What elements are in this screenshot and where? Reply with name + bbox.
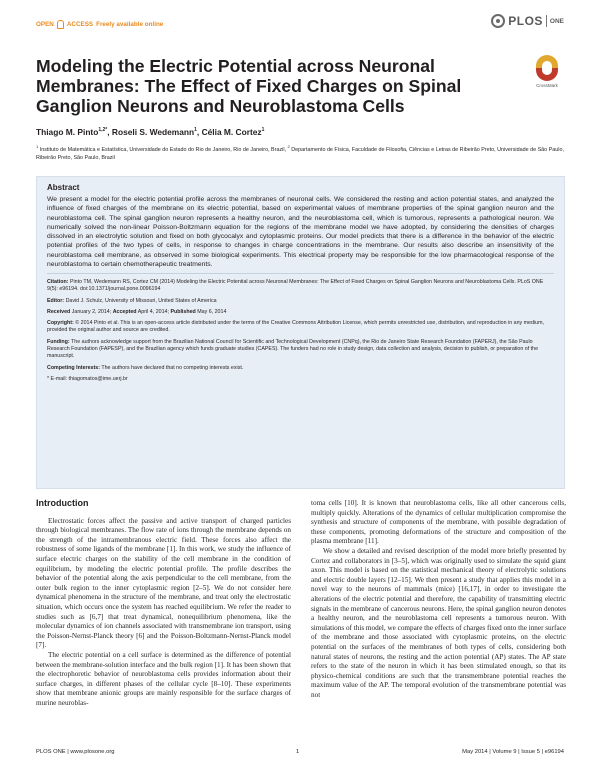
introduction-heading: Introduction — [36, 498, 89, 508]
funding — [47, 339, 554, 361]
author-name: Célia M. Cortez — [201, 127, 262, 137]
author-affiliation-marker: 1 — [194, 127, 197, 134]
crossmark-icon — [536, 55, 558, 81]
logo-divider — [546, 15, 547, 27]
freely-available-text: Freely available online — [96, 21, 164, 28]
open-access-lock-icon — [57, 20, 64, 29]
competing-interests-label: Competing Interests: — [47, 364, 100, 371]
author-name: Roseli S. Wedemann — [111, 127, 195, 137]
body-column-left — [36, 499, 291, 708]
body-paragraph: The electric potential on a cell surface is determined as the difference of potential between the membrane-solution interface and the bulk region [1]. It has been shown that the electrophoretic behavior of neuroblastoma cells provides information about their surface charges, in different phases of the cellular cycle [8–10]. These experiments show that membrane anionic groups are mainly responsible for the surface charges of murine neuroblas- — [36, 650, 291, 707]
citation-label: Citation: — [47, 279, 69, 285]
citation — [47, 279, 554, 294]
article-title: Modeling the Electric Potential across Neuronal Membranes: The Effect of Fixed Charges on Spinal Ganglion Neurons and Neuroblastoma Cells — [36, 56, 462, 116]
affiliations — [36, 143, 566, 162]
open-access-text: OPEN — [36, 21, 54, 28]
page-footer — [36, 749, 564, 761]
body-paragraph: We show a detailed and revised description of the model more briefly presented by Cortez and collaborators in [3–5], which was originally used to simulate the squid giant axon. This model is based on the statistical mechanical theory of electrolytic solutions and electric double layers [12–15]. We then present a study that applies this model in a novel way to the neurons of mammals (mice) [16,17], in order to investigate the alterations of the electric potential and therefore, the capability of transmitting electric signals in the membrane of cancerous neurons. Here, the spinal ganglion neuron denotes a healthy neuron, and the neuroblastoma cell represents a tumorous neuron. With simulations of this model, we compare the effects of charges fixed onto the inner surface of the membrane and those associated with cytoplasmic proteins, on the electric potential on the surfaces of the membranes of both types of cells, considering both natural states of neurons, the resting and the action potential (AP) states. The AP state refers to the state of the neuron in which it has been stimulated enough, so that its physico-chemical conditions are such that the transmembrane potential reaches the maximum value of the AP. The temporal evolution of the transmembrane potential was not — [311, 546, 567, 699]
contact-email[interactable]: * E-mail: thiagomatos@ime.uerj.br — [47, 375, 128, 382]
published-date: May 6, 2014 — [197, 308, 227, 315]
copyright-label: Copyright: — [47, 320, 74, 327]
author-list: Thiago M. Pinto$^{1,2*}$, Roseli S. Wedemann$^1$, Célia M. Cortez$^1$ — [36, 127, 265, 137]
copyright-text: © 2014 Pinto et al. This is an open-access article distributed under the terms of the Creative Commons Attribution License, which permits unrestricted use, distribution, and reproduction in any medium, provided the original author and source are credited. — [47, 320, 544, 334]
editor-text: David J. Schulz, University of Missouri, United States of America — [65, 297, 217, 304]
plos-one-logo — [491, 14, 564, 28]
access-text: ACCESS — [66, 21, 94, 28]
page-number: 1 — [296, 749, 300, 755]
funding-label: Funding: — [47, 338, 70, 345]
competing-interests-text: The authors have declared that no competing interests exist. — [101, 364, 244, 371]
crossmark-badge[interactable] — [527, 55, 567, 88]
received-date: January 2, 2014; — [71, 308, 112, 315]
article-dates — [47, 309, 554, 316]
affiliation-marker: 1 — [36, 144, 39, 149]
affiliation-2: Departamento de Física, Faculdade de Filosofia, Ciências e Letras de Ribeirão Preto, Universidade de São Paulo, Ribeirão Preto, São Paulo, Brazil — [36, 146, 564, 161]
body-paragraph: toma cells [10]. It is known that neuroblastoma cells, like all other cancerous cells, multiply quickly. Alterations of the dynamics of cellular multiplication compromise the synthesis and structure of components of the membrane, with possible degradation of these components, promoting deformations of the structure and composition of the plasma membrane [11]. — [311, 499, 566, 546]
body-paragraph: Electrostatic forces affect the passive and active transport of charged particles through biological membranes. The flow rate of ions through the membrane depends on the strength of the intramembranous electric field. These forces also affect the robustness of some ligands of the membrane [1]. In this work, we study the influence of surface electric charges on the stability of the cell membrane in the condition of equilibrium, by modeling the electric potential profile. The profile describes the behavior of the potential along the axis perpendicular to the cell membrane, from the outer bulk region to the inner cytoplasmic region [2–5]. We do not consider here dynamical phenomena in the structure of the membrane, and treat only the electrostatic situation, which occurs once the system has reached equilibrium. We refer the reader to studies such as [6,7] that treat dynamical, nonequilibrium phenomena, like the molecular dynamics of ion channels associated with transmembrane ion transport, using the Poisson-Nernst-Planck theory [6] and the Poisson-Boltzmann-Nernst-Planck model [7]. — [36, 516, 291, 650]
competing-interests — [47, 365, 554, 372]
author-affiliation-marker: 1,2* — [98, 127, 108, 134]
abstract-text: We present a model for the electric potential profile across the membranes of neuronal cells. We considered the resting and action potential states, and analyzed the influence of fixed charges of the membrane on its electric potential, based on experimental values of membrane properties of the spinal ganglion neuron and the neuroblastoma cell. The spinal ganglion neuron represents a healthy neuron, and the neuroblastoma cell, which is tumorous, represents a pathological neuron. We numerically solved the non-linear Poisson-Boltzmann equation for the regions of the membrane model we have adopted, by considering the densities of charges dissolved in an electrolytic solution and fixed on both glycocalyx and cytoplasmic proteins. Our model predicts that there is a difference in the behavior of the electric potential profiles of the two types of cells, in response to changes in charge concentrations in the membrane. Our results also describe an insensitivity of the neuroblastoma cell membrane, as observed in some biological experiments. This electrical property may be responsible for the low pharmacological response of the neuroblastoma to certain chemotherapeutic treatments. — [47, 196, 554, 268]
abstract-heading: Abstract — [47, 183, 80, 192]
editor — [47, 298, 554, 305]
copyright — [47, 320, 554, 335]
footer-journal-url[interactable]: PLOS ONE | www.plosone.org — [36, 749, 115, 755]
received-label: Received — [47, 308, 71, 315]
citation-text: Pinto TM, Wedemann RS, Cortez CM (2014) Modeling the Electric Potential across Neuronal Membranes: The Effect of Fixed Charges on Spinal Ganglion Neurons and Neuroblastoma Cells. PLoS ONE 9(5): e96194. doi:10.1371/journal.pone.0096194 — [47, 279, 544, 293]
journal-header — [36, 14, 564, 36]
open-access-banner — [36, 20, 163, 29]
published-label: Published — [170, 308, 196, 315]
accepted-label: Accepted — [112, 308, 137, 315]
author-affiliation-marker: 1 — [261, 127, 265, 134]
author-name: Thiago M. Pinto — [36, 127, 99, 137]
abstract-divider — [47, 273, 554, 274]
abstract-box — [36, 176, 565, 489]
editor-label: Editor: — [47, 297, 65, 304]
funding-text: The authors acknowledge support from the Brazilian National Council for Scientific and Technological Development (CNPq), the Rio de Janeiro State Research Foundation (FAPERJ), the São Paulo Research Foundation (FAPESP), and the Brazilian agency which funds graduate studies (CAPES). The funders had no role in study design, data collection and analysis, decision to publish, or preparation of the manuscript. — [47, 338, 539, 360]
affiliation-1: Instituto de Matemática e Estatística, Universidade do Estado do Rio de Janeiro, Rio de Janeiro, Brazil, — [39, 146, 287, 153]
affiliation-marker: 2 — [287, 144, 290, 149]
footer-issue-info: May 2014 | Volume 9 | Issue 5 | e96194 — [462, 749, 564, 755]
crossmark-label: CrossMark — [536, 83, 558, 88]
body-column-right — [311, 499, 566, 700]
plos-one-wordmark: ONE — [549, 17, 564, 25]
accepted-date: April 4, 2014; — [137, 308, 169, 315]
plos-logo-icon — [491, 14, 505, 28]
plos-wordmark: PLOS — [508, 14, 543, 28]
